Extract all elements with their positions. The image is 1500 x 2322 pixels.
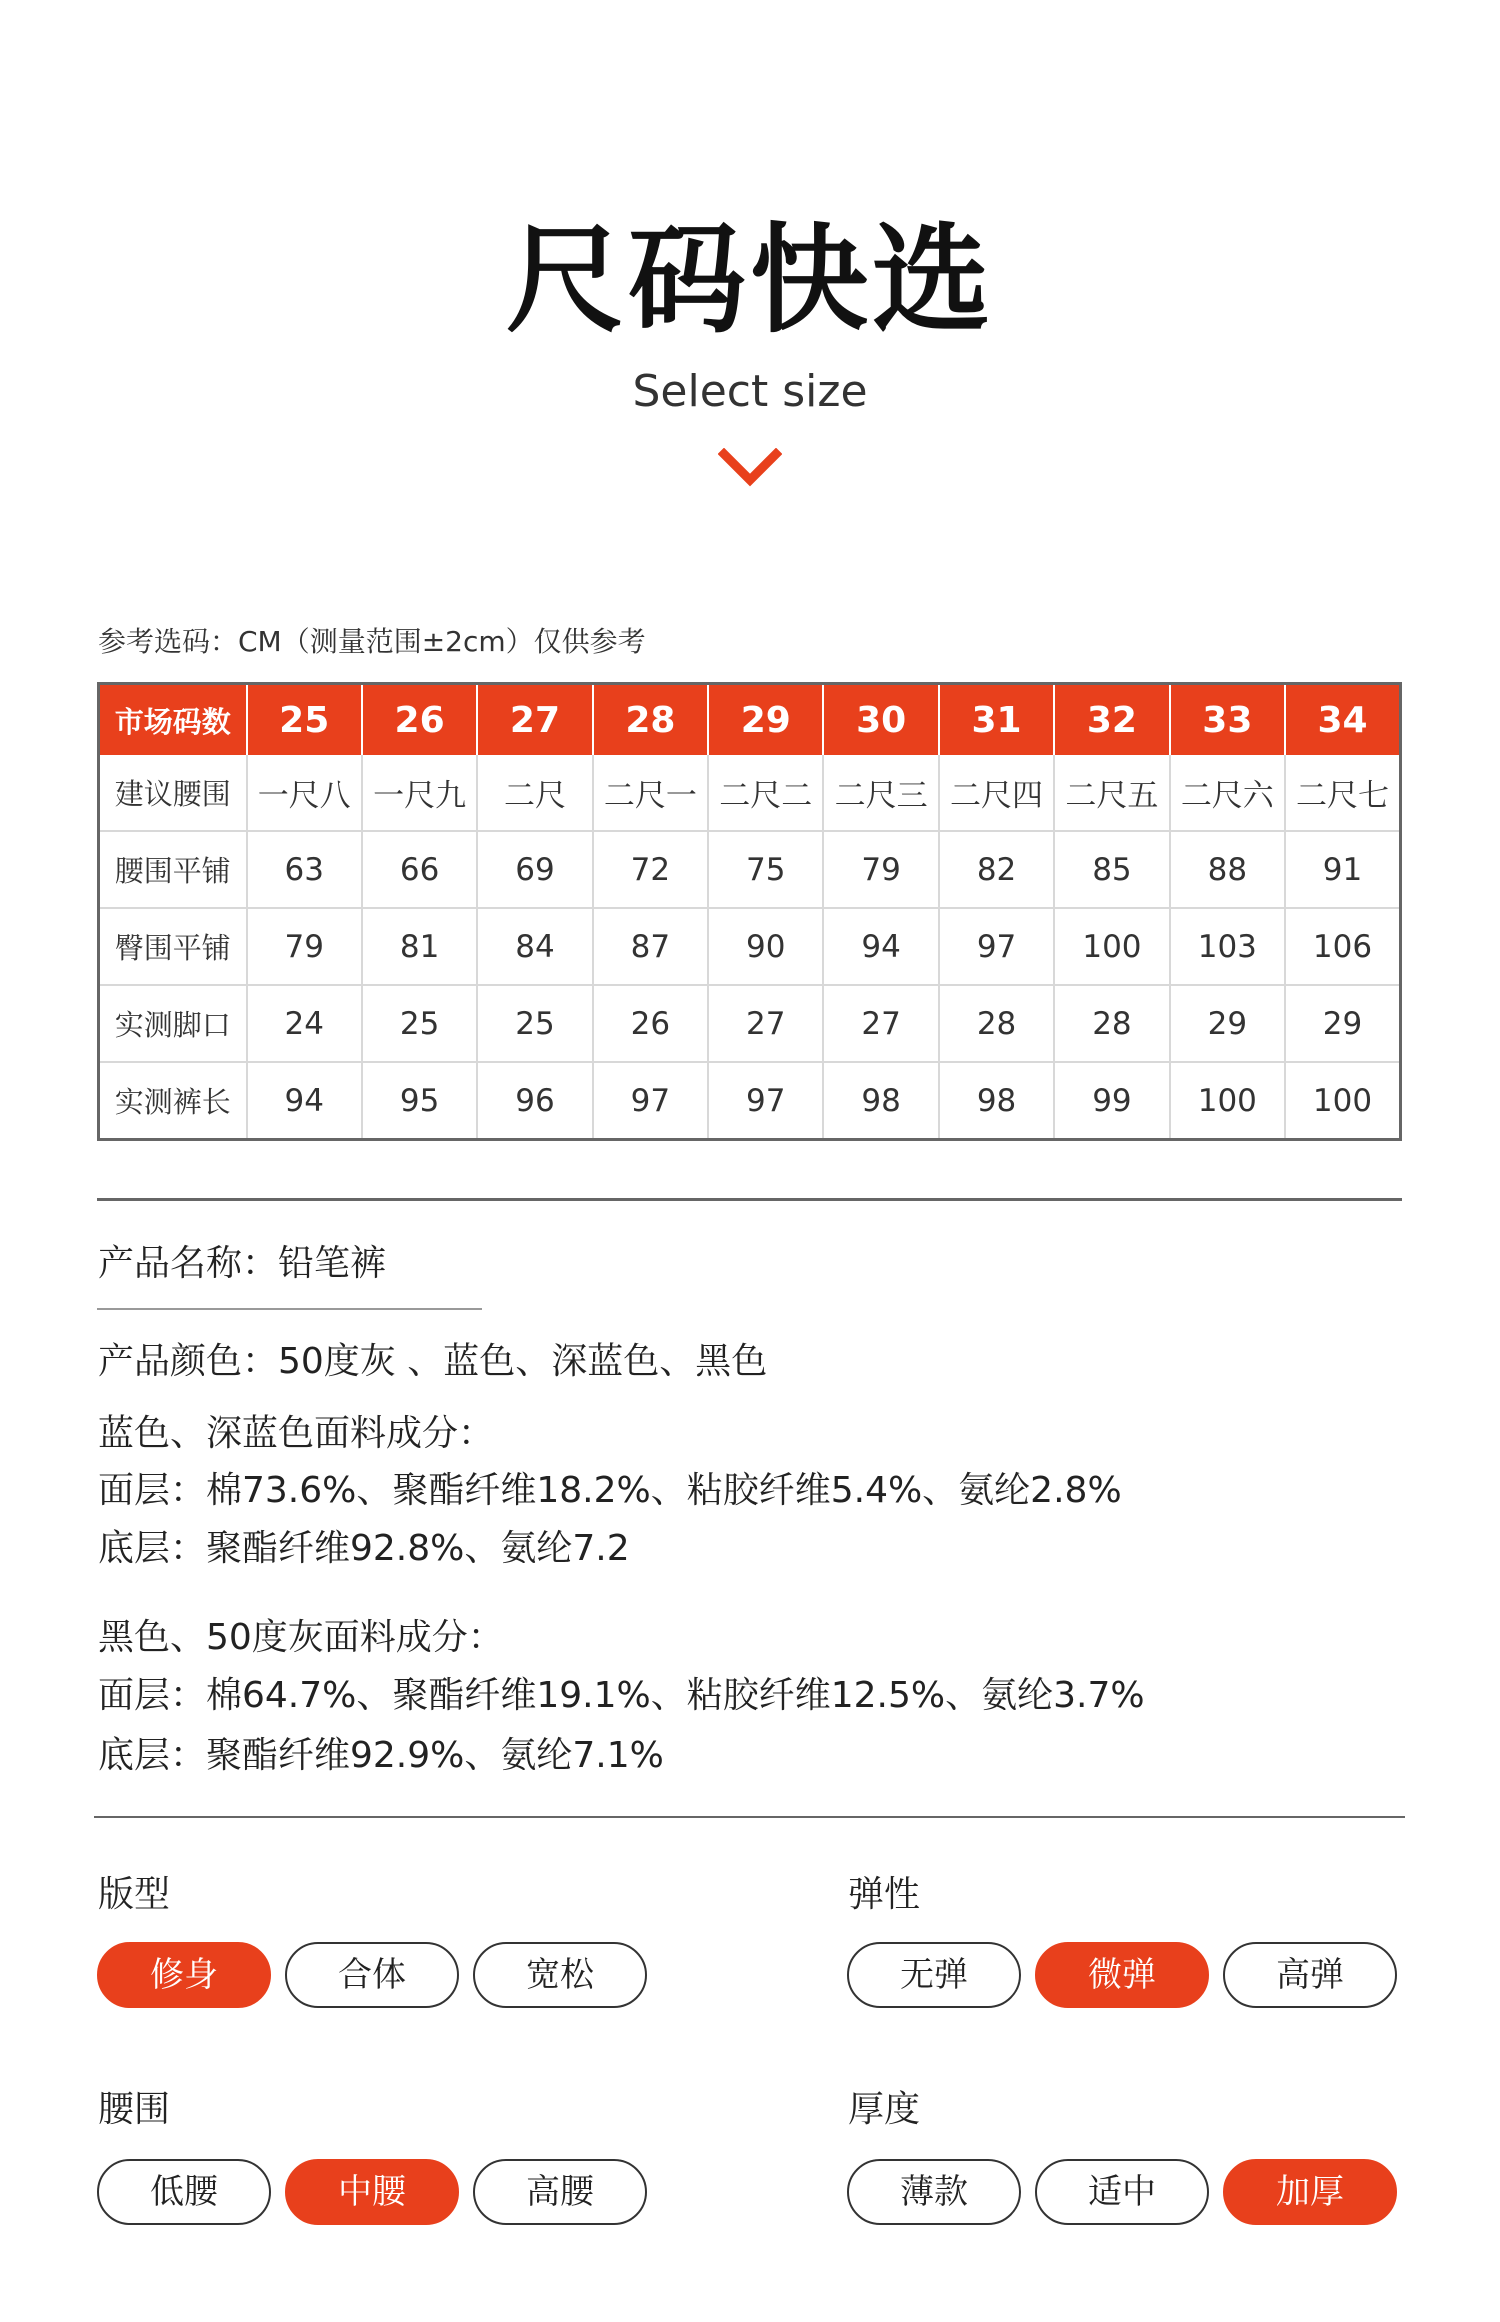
table-cell: 25 — [362, 985, 477, 1062]
table-cell: 27 — [823, 985, 938, 1062]
table-cell: 一尺八 — [247, 755, 362, 831]
thickness-option-medium[interactable]: 适中 — [1035, 2159, 1209, 2225]
table-cell: 二尺三 — [823, 755, 938, 831]
divider — [94, 1816, 1405, 1818]
header-cell: 27 — [477, 684, 592, 756]
table-cell: 28 — [939, 985, 1054, 1062]
waist-title: 腰围 — [98, 2089, 171, 2130]
table-cell: 96 — [477, 1062, 592, 1140]
table-row — [99, 755, 1401, 831]
table-cell: 100 — [1285, 1062, 1400, 1140]
black-fabric-surface: 面层：棉64.7%、聚酯纤维19.1%、粘胶纤维12.5%、氨纶3.7% — [98, 1675, 1145, 1716]
header-cell: 34 — [1285, 684, 1400, 756]
table-row — [99, 1062, 1401, 1140]
table-cell: 二尺六 — [1170, 755, 1285, 831]
row-label-cell: 实测裤长 — [99, 1062, 247, 1140]
chevron-down-icon — [718, 448, 782, 488]
blue-fabric-heading: 蓝色、深蓝色面料成分： — [98, 1413, 495, 1454]
header-cell: 市场码数 — [99, 684, 247, 756]
row-label-cell: 腰围平铺 — [99, 831, 247, 908]
blue-fabric-surface: 面层：棉73.6%、聚酯纤维18.2%、粘胶纤维5.4%、氨纶2.8% — [98, 1470, 1122, 1511]
table-cell: 69 — [477, 831, 592, 908]
table-cell: 29 — [1170, 985, 1285, 1062]
table-cell: 95 — [362, 1062, 477, 1140]
table-cell: 二尺五 — [1054, 755, 1169, 831]
header-cell: 30 — [823, 684, 938, 756]
table-cell: 一尺九 — [362, 755, 477, 831]
table-cell: 二尺七 — [1296, 778, 1389, 814]
table-cell: 二尺四 — [939, 755, 1054, 831]
row-label-cell: 臀围平铺 — [99, 908, 247, 985]
row-label-cell: 建议腰围 — [99, 755, 247, 831]
table-cell: 97 — [708, 1062, 823, 1140]
table-cell: 85 — [1054, 831, 1169, 908]
table-cell: 27 — [708, 985, 823, 1062]
table-cell: 79 — [247, 908, 362, 985]
elasticity-option-high[interactable]: 高弹 — [1223, 1942, 1397, 2008]
table-cell: 82 — [939, 831, 1054, 908]
fit-option-loose[interactable]: 宽松 — [473, 1942, 647, 2008]
table-cell: 84 — [477, 908, 592, 985]
thickness-option-thin[interactable]: 薄款 — [847, 2159, 1021, 2225]
elasticity-option-slight[interactable]: 微弹 — [1035, 1942, 1209, 2008]
table-cell: 100 — [1054, 908, 1169, 985]
table-cell: 79 — [823, 831, 938, 908]
table-cell: 26 — [593, 985, 708, 1062]
size-table — [97, 682, 1402, 1141]
header-cell: 32 — [1054, 684, 1169, 756]
size-table-header-row — [99, 684, 1401, 756]
black-fabric-heading: 黑色、50度灰面料成分： — [98, 1617, 504, 1658]
elasticity-title: 弹性 — [848, 1874, 921, 1915]
table-cell: 100 — [1170, 1062, 1285, 1140]
thickness-title: 厚度 — [848, 2089, 921, 2130]
table-cell: 24 — [247, 985, 362, 1062]
row-label-cell: 实测脚口 — [99, 985, 247, 1062]
product-name: 产品名称：铅笔裤 — [98, 1243, 387, 1284]
table-cell: 72 — [593, 831, 708, 908]
table-cell: 87 — [593, 908, 708, 985]
header-cell: 31 — [939, 684, 1054, 756]
thickness-option-thick[interactable]: 加厚 — [1223, 2159, 1397, 2225]
table-cell: 99 — [1054, 1062, 1169, 1140]
page-subtitle: Select size — [632, 366, 868, 417]
table-row — [99, 831, 1401, 908]
table-cell: 94 — [823, 908, 938, 985]
waist-option-low[interactable]: 低腰 — [97, 2159, 271, 2225]
table-cell: 98 — [939, 1062, 1054, 1140]
page-title: 尺码快选 — [505, 211, 994, 349]
table-cell: 二尺 — [477, 755, 592, 831]
fit-option-regular[interactable]: 合体 — [285, 1942, 459, 2008]
reference-note: 参考选码：CM（测量范围±2cm）仅供参考 — [98, 625, 646, 658]
table-cell: 90 — [708, 908, 823, 985]
header-cell: 25 — [247, 684, 362, 756]
product-colors: 产品颜色：50度灰 、蓝色、深蓝色、黑色 — [98, 1341, 768, 1382]
elasticity-option-none[interactable]: 无弹 — [847, 1942, 1021, 2008]
table-cell: 97 — [593, 1062, 708, 1140]
table-cell: 94 — [247, 1062, 362, 1140]
table-cell: 二尺二 — [708, 755, 823, 831]
table-cell: 63 — [247, 831, 362, 908]
blue-fabric-base: 底层：聚酯纤维92.8%、氨纶7.2 — [98, 1528, 630, 1569]
table-cell: 二尺一 — [593, 755, 708, 831]
header-cell: 28 — [593, 684, 708, 756]
table-cell: 106 — [1285, 908, 1400, 985]
table-cell: 25 — [477, 985, 592, 1062]
header-cell: 33 — [1170, 684, 1285, 756]
table-cell: 97 — [939, 908, 1054, 985]
black-fabric-base: 底层：聚酯纤维92.9%、氨纶7.1% — [98, 1735, 664, 1776]
table-cell: 98 — [823, 1062, 938, 1140]
divider — [97, 1198, 1402, 1201]
waist-option-high[interactable]: 高腰 — [473, 2159, 647, 2225]
table-row — [99, 908, 1401, 985]
fit-option-slim[interactable]: 修身 — [97, 1942, 271, 2008]
table-row — [99, 985, 1401, 1062]
table-cell: 88 — [1170, 831, 1285, 908]
table-cell: 66 — [362, 831, 477, 908]
header-cell: 26 — [362, 684, 477, 756]
table-cell: 28 — [1054, 985, 1169, 1062]
table-cell: 29 — [1285, 985, 1400, 1062]
table-cell: 75 — [708, 831, 823, 908]
table-cell: 81 — [362, 908, 477, 985]
table-cell: 103 — [1170, 908, 1285, 985]
header-cell: 29 — [708, 684, 823, 756]
divider-short — [97, 1308, 482, 1310]
fit-title: 版型 — [98, 1874, 171, 1915]
waist-option-mid[interactable]: 中腰 — [285, 2159, 459, 2225]
table-cell: 91 — [1285, 831, 1400, 908]
